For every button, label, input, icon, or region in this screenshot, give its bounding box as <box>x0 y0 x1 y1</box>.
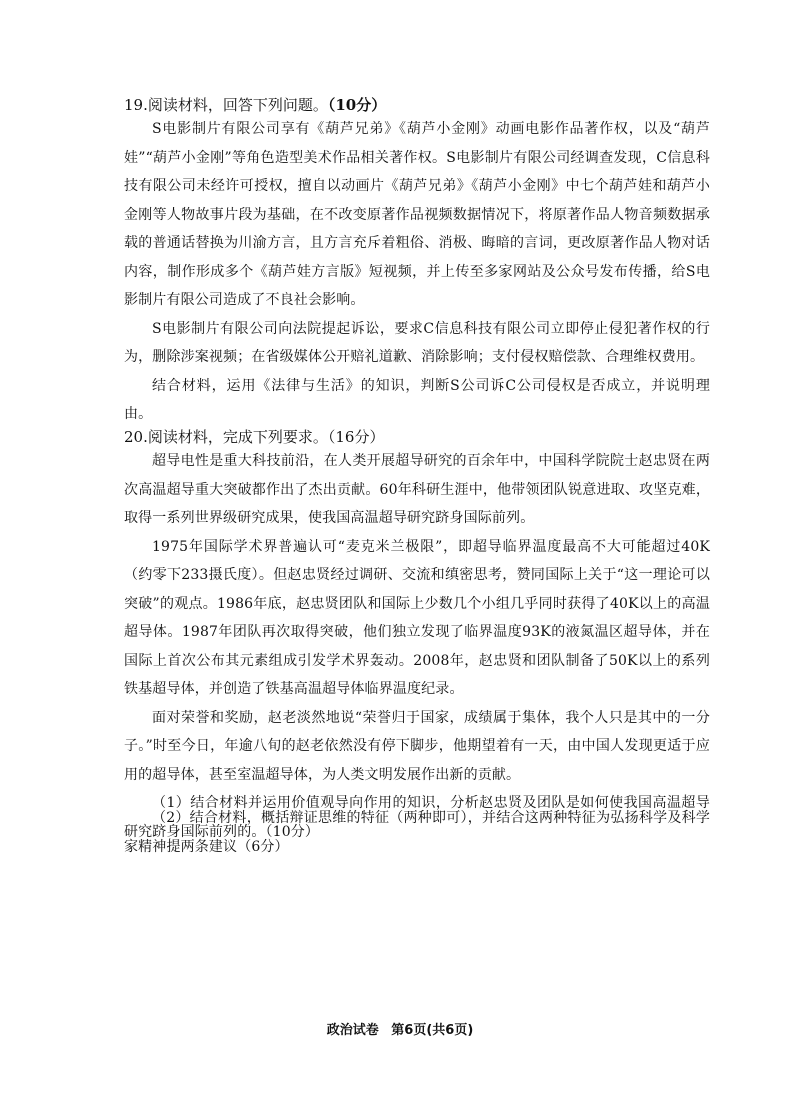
question-20-paragraph: 1975年国际学术界普遍认可“麦克米兰极限”，即超导临界温度最高不大可能超过40K（约零下233摄氏度）。但赵忠贤经过调研、交流和缜密思考，赞同国际上关于“这一理论可以突破”的观点。1986年底，赵忠贤团队和国际上少数几个小组几乎同时获得了40K以上的高温超导体。1987年团队再次取得突破，他们独立发现了临界温度93K的液氮温区超导体，并在国际上首次公布其元素组成引发学术界轰动。2008年，赵忠贤和团队制备了50K以上的系列铁基超导体，并创造了铁基高温超导体临界温度纪录。 <box>124 538 710 697</box>
question-19-prompt: 结合材料，运用《法律与生活》的知识，判断S公司诉C公司侵权是否成立，并说明理由。 <box>124 377 710 422</box>
question-19-heading-text: 19.阅读材料，回答下列问题。 <box>124 96 328 114</box>
footer-page-number: 第6页(共6页) <box>391 1023 474 1038</box>
question-20-heading: 20.阅读材料，完成下列要求。（16分） <box>124 428 385 446</box>
footer-subject: 政治试卷 <box>326 1023 379 1038</box>
question-20-sub2: （2）结合材料，概括辩证思维的特征（两种即可），并结合这两种特征为弘扬科学及科学家精神提两条建议（6分） <box>124 810 710 855</box>
question-19-paragraph: S电影制片有限公司享有《葫芦兄弟》《葫芦小金刚》动画电影作品著作权，以及“葫芦娃”“葫芦小金刚”等角色造型美术作品相关著作权。S电影制片有限公司经调查发现，C信息科技有限公司未经许可授权，擅自以动画片《葫芦兄弟》《葫芦小金刚》中七个葫芦娃和葫芦小金刚等人物故事片段为基础，在不改变原著作品视频数据情况下，将原著作品人物音频数据承载的普通话替换为川渝方言，且方言充斥着粗俗、消极、晦暗的言词，更改原著作品人物对话内容，制作形成多个《葫芦娃方言版》短视频，并上传至多家网站及公众号发布传播，给S电影制片有限公司造成了不良社会影响。 <box>124 121 710 308</box>
question-20-paragraph: 超导电性是重大科技前沿，在人类开展超导研究的百余年中，中国科学院院士赵忠贤在两次高温超导重大突破都作出了杰出贡献。60年科研生涯中，他带领团队锐意进取、攻坚克难，取得一系列世界级研究成果，使我国高温超导研究跻身国际前列。 <box>124 453 710 526</box>
question-20-sub2-block <box>124 804 710 861</box>
question-20-paragraph: 面对荣誉和奖励，赵老淡然地说“荣誉归于国家，成绩属于集体，我个人只是其中的一分子。”时至今日，年逾八旬的赵老依然没有停下脚步，他期望着有一天，由中国人发现更适于应用的超导体，甚至室温超导体，为人类文明发展作出新的贡献。 <box>124 709 710 783</box>
question-20-sub1: （1）结合材料并运用价值观导向作用的知识，分析赵忠贤及团队是如何使我国高温超导研究跻身国际前列的。（10分） <box>124 795 710 840</box>
question-20 <box>124 427 710 846</box>
question-19-heading <box>124 95 710 115</box>
question-19 <box>124 95 710 429</box>
question-19-paragraph: S电影制片有限公司向法院提起诉讼，要求C信息科技有限公司立即停止侵犯著作权的行为，删除涉案视频；在省级媒体公开赔礼道歉、消除影响；支付侵权赔偿款、合理维权费用。 <box>124 320 710 365</box>
page-footer <box>0 1019 800 1038</box>
question-19-score: （10分） <box>327 96 387 114</box>
